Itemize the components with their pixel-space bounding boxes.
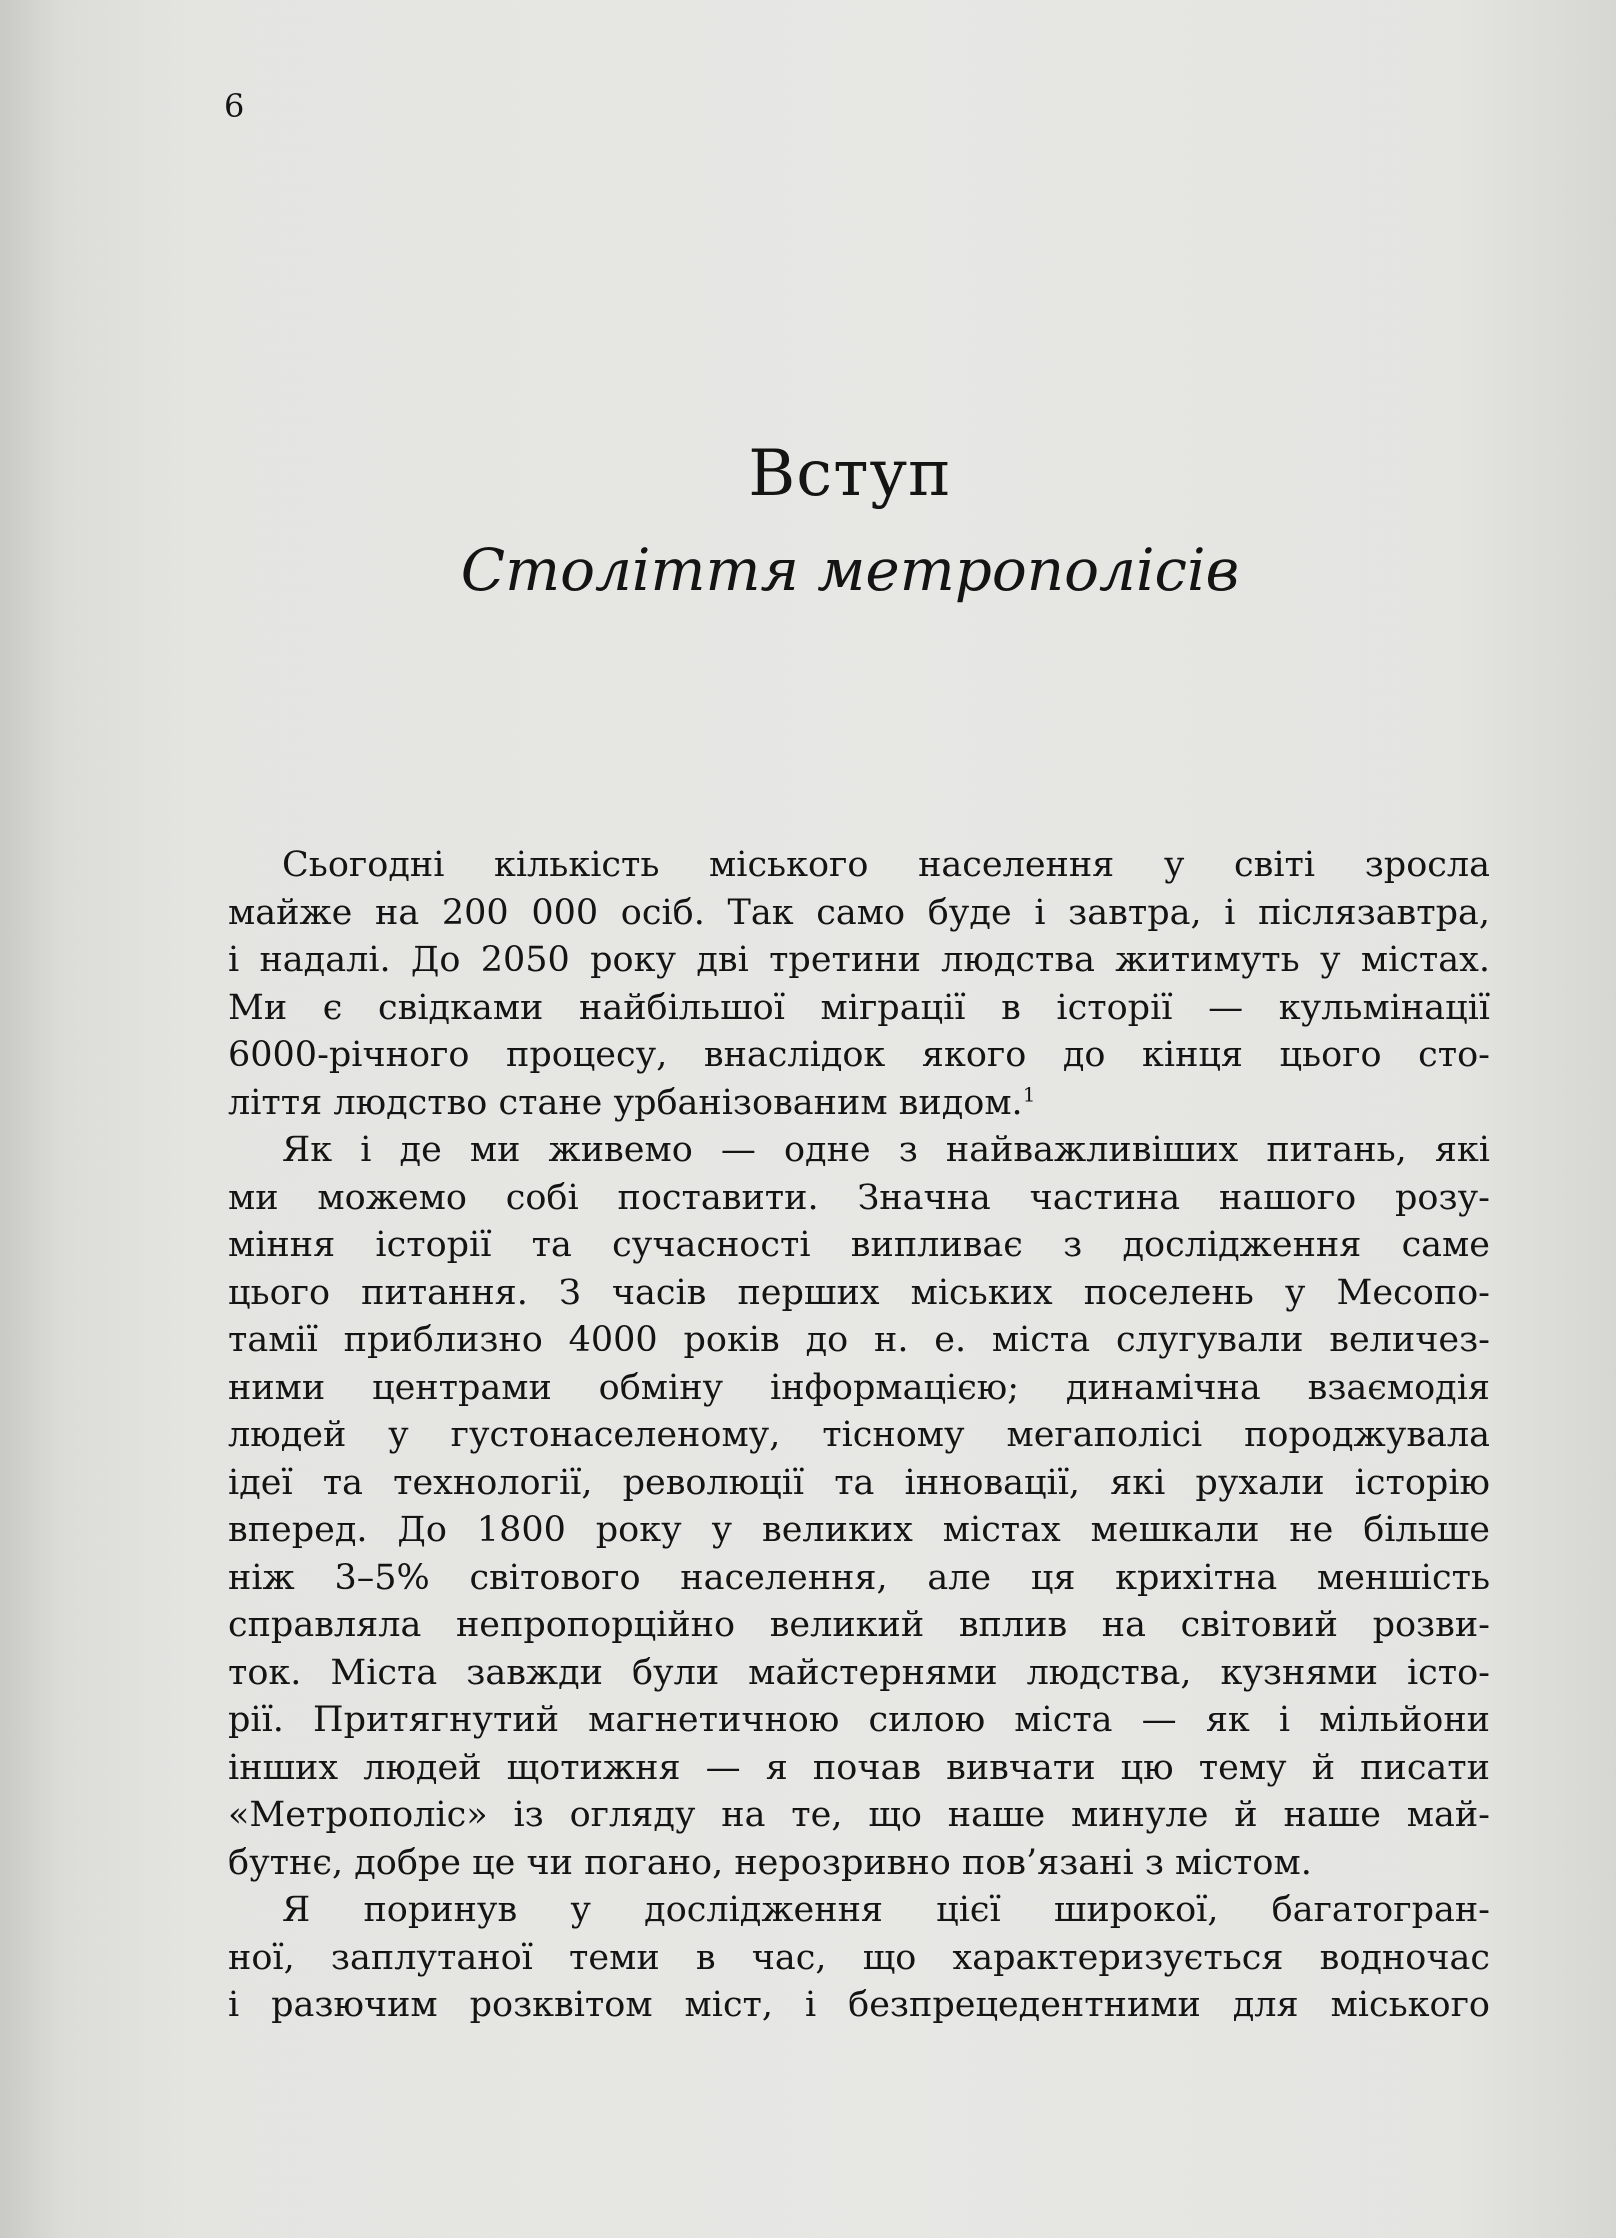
footnote-mark[interactable]: 1 (1022, 1081, 1036, 1106)
text-line: рії. Притягнутий магнетичною силою міста — як і мільйони (228, 1700, 1490, 1740)
text-line (228, 1080, 1490, 1128)
text-line: Ми є свідками найбільшої міграції в історії — кульмінації (228, 987, 1490, 1028)
page-number: 6 (224, 87, 245, 125)
text-line: Як і де ми живемо — одне з найважливіших питань, які (282, 1130, 1490, 1170)
text-line: вперед. До 1800 року у великих містах мешкали не більше (228, 1510, 1490, 1550)
paragraph (228, 1127, 1490, 1887)
text-line: ними центрами обміну інформацією; динамічна взаємодія (228, 1367, 1490, 1408)
text-line: «Метрополіс» із огляду на те, що наше минуле й наше май- (228, 1795, 1490, 1835)
text-line: інших людей щотижня — я почав вивчати цю тему й писати (228, 1747, 1490, 1788)
text-line-content: ліття людство стане урбанізованим видом. (228, 1082, 1023, 1123)
text-line: Я поринув у дослідження цієї широкої, багатогран- (282, 1890, 1490, 1930)
text-line: ідеї та технології, революції та інновації, які рухали історію (228, 1462, 1490, 1503)
text-line: бутнє, добре це чи погано, нерозривно пов’язані з містом. (228, 1842, 1312, 1883)
text-line: ток. Міста завжди були майстернями людства, кузнями істо- (228, 1652, 1490, 1693)
text-line: людей у густонаселеному, тісному мегаполісі породжувала (228, 1415, 1490, 1455)
text-line: ніж 3–5% світового населення, але ця крихітна меншість (228, 1557, 1490, 1598)
paragraph (228, 1887, 1490, 2030)
text-line: ми можемо собі поставити. Значна частина нашого розу- (228, 1177, 1490, 1218)
text-line: майже на 200 000 осіб. Так само буде і завтра, і післязавтра, (228, 892, 1490, 933)
paragraph (228, 842, 1490, 1127)
text-line: цього питання. З часів перших міських поселень у Месопо- (228, 1272, 1490, 1313)
text-line: і надалі. До 2050 року дві третини людства житимуть у містах. (228, 940, 1490, 980)
text-line: і разючим розквітом міст, і безпрецедентними для міського (228, 1985, 1490, 2025)
chapter-title: Вступ (748, 437, 952, 511)
text-line: тамії приблизно 4000 років до н. е. міста слугували величез- (228, 1320, 1490, 1360)
text-line: ної, заплутаної теми в час, що характеризується водночас (228, 1937, 1490, 1978)
text-line: міння історії та сучасності випливає з дослідження саме (228, 1225, 1490, 1265)
chapter-subtitle: Століття метрополісів (460, 536, 1240, 604)
body-text (228, 842, 1490, 2030)
text-line: справляла непропорційно великий вплив на світовий розви- (228, 1605, 1490, 1645)
text-line: Сьогодні кількість міського населення у світі зросла (282, 845, 1490, 885)
text-line: 6000-річного процесу, внаслідок якого до кінця цього сто- (228, 1035, 1490, 1075)
